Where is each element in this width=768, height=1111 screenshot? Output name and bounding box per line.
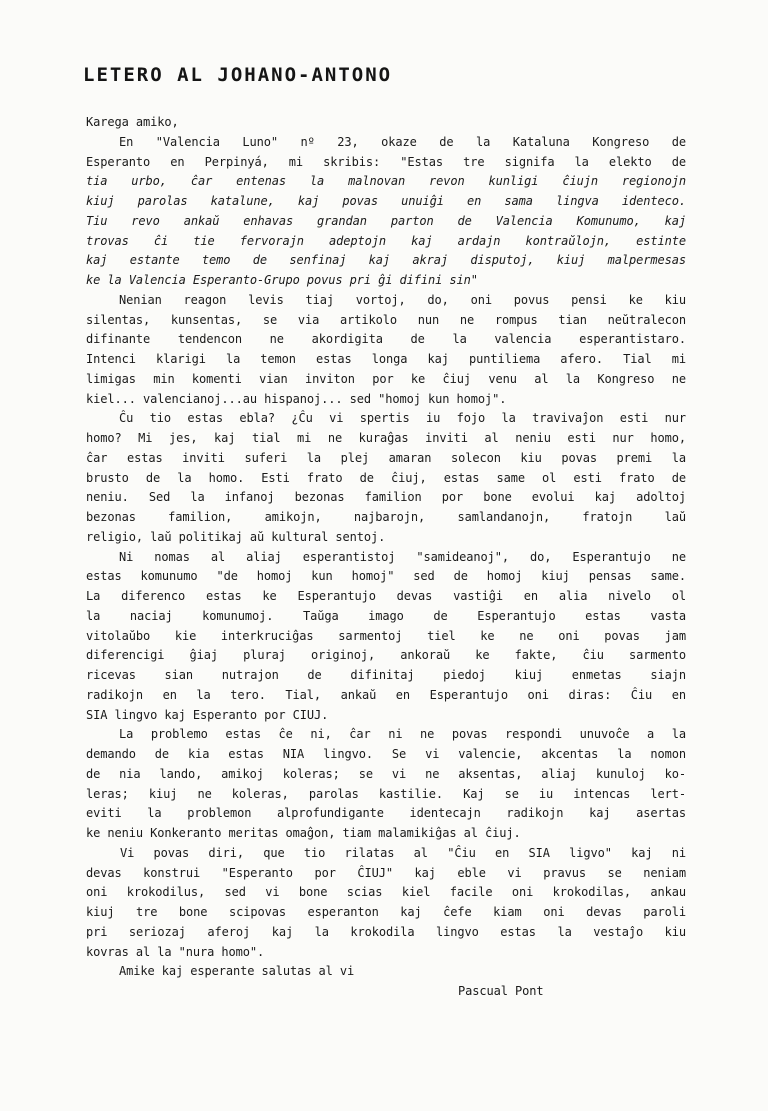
letter-line: Nenian reagon levis tiaj vortoj, do, oni povus pensi ke kiu: [119, 292, 686, 307]
letter-line: homo? Mi jes, kaj tial mi ne kuraĝas inviti al neniu esti nur homo,: [86, 431, 686, 445]
letter-line: tia urbo, ĉar entenas la malnovan revon kunligi ĉiujn regionojn: [86, 174, 686, 189]
letter-line: de nia lando, amikoj koleras; se vi ne aksentas, aliaj kunuloj ko-: [86, 766, 686, 781]
letter-line: La diferenco estas ke Esperantujo devas vastiĝi en alia nivelo ol: [86, 589, 686, 603]
letter-line: ke neniu Konkeranto meritas omaĝon, tiam malamikiĝas al ĉiuj.: [86, 826, 521, 840]
letter-line: trovas ĉi tie fervorajn adeptojn kaj ardajn kontraŭlojn, estinte: [86, 233, 686, 248]
letter-line: estas komunumo "de homoj kun homoj" sed de homoj kiuj pensas same.: [86, 569, 686, 584]
letter-line: ĉar estas inviti suferi la plej amaran solecon kiu povas premi la: [86, 450, 686, 465]
letter-line: oni krokodilus, sed vi bone scias kiel facile oni krokodilas, ankau: [86, 885, 686, 900]
letter-line: limigas min komenti vian inviton por ke ĉiuj venu al la Kongreso ne: [86, 371, 686, 386]
letter-line: ke la Valencia Esperanto-Grupo povus pri ĝi difini sin": [86, 273, 478, 287]
letter-line: bezonas familion, amikojn, najbarojn, samlandanojn, fratojn laŭ: [86, 510, 686, 524]
signature: Pascual Pont: [458, 984, 544, 998]
letter-line: kaj estante temo de senfinaj kaj akraj disputoj, kiuj malpermesas: [86, 253, 686, 268]
letter-line: neniu. Sed la infanoj bezonas familion por bone evolui kaj adoltoj: [86, 490, 686, 505]
letter-line: devas konstrui "Esperanto por ĈIUJ" kaj eble vi pravus se neniam: [86, 865, 686, 880]
letter-line: brusto de la homo. Esti frato de ĉiuj, estas same ol esti frato de: [86, 470, 686, 485]
letter-line: kiuj parolas katalune, kaj povas unuiĝi en sama lingva identeco.: [86, 194, 686, 208]
letter-line: vitolaŭbo kie interkruciĝas sarmentoj tiel ke ne oni povas jam: [86, 628, 686, 643]
letter-line: En "Valencia Luno" nº 23, okaze de la Kataluna Kongreso de: [119, 134, 686, 149]
letter-line: Ni nomas al aliaj esperantistoj "samideanoj", do, Esperantujo ne: [119, 549, 686, 564]
letter-line: kovras al la "nura homo".: [86, 944, 265, 959]
letter-line: pri seriozaj aferoj kaj la krokodila lingvo estas la vestaĵo kiu: [86, 924, 686, 939]
letter-line: Intenci klarigi la temon estas longa kaj puntiliema afero. Tial mi: [86, 352, 686, 366]
letter-line: Tiu revo ankaŭ enhavas grandan parton de Valencia Komunumo, kaj: [86, 213, 686, 228]
letter-line: Amike kaj esperante salutas al vi: [119, 964, 355, 979]
letter-line: Esperanto en Perpinyá, mi skribis: "Estas tre signifa la elekto de: [86, 154, 686, 169]
letter-line: leras; kiuj ne koleras, parolas kastilie. Kaj se iu intencas lert-: [86, 786, 686, 801]
letter-line: eviti la problemon alprofundigante identecajn radikojn kaj asertas: [86, 806, 686, 821]
letter-line: kiel... valencianoj...au hispanoj... sed "homoj kun homoj".: [86, 391, 507, 406]
letter-line: la naciaj komunumoj. Taŭga imago de Esperantujo estas vasta: [86, 608, 686, 623]
letter-line: diferencigi ĝiaj pluraj originoj, ankoraŭ ke fakte, ĉiu sarmento: [86, 648, 686, 663]
letter-line: difinante tendencon ne akordigita de la valencia esperantistaro.: [86, 332, 686, 347]
letter-line: religio, laŭ politikaj aŭ kultural sentoj.: [86, 529, 386, 544]
letter-line: silentas, kunsentas, se via artikolo nun ne rompus tian neŭtralecon: [86, 312, 686, 327]
letter-line: Karega amiko,: [86, 115, 179, 129]
letter-line: Vi povas diri, que tio rilatas al "Ĉiu en SIA ligvo" kaj ni: [120, 845, 686, 860]
page-title: LETERO AL JOHANO-ANTONO: [83, 64, 393, 86]
letter-line: SIA lingvo kaj Esperanto por CIUJ.: [86, 707, 329, 722]
letter-line: radikojn en la tero. Tial, ankaŭ en Esperantujo oni diras: Ĉiu en: [86, 687, 686, 702]
letter-line: ricevas sian nutrajon de difinitaj piedoj kiuj enmetas siajn: [86, 668, 686, 682]
letter-line: Ĉu tio estas ebla? ¿Ĉu vi spertis iu fojo la travivaĵon esti nur: [119, 411, 686, 426]
letter-body: [86, 113, 686, 1002]
letter-line: kiuj tre bone scipovas esperanton kaj ĉefe kiam oni devas paroli: [86, 905, 686, 919]
letter-line: demando de kia estas NIA lingvo. Se vi valencie, akcentas la nomon: [86, 747, 686, 761]
letter-line: La problemo estas ĉe ni, ĉar ni ne povas respondi unuvoĉe a la: [119, 727, 686, 742]
